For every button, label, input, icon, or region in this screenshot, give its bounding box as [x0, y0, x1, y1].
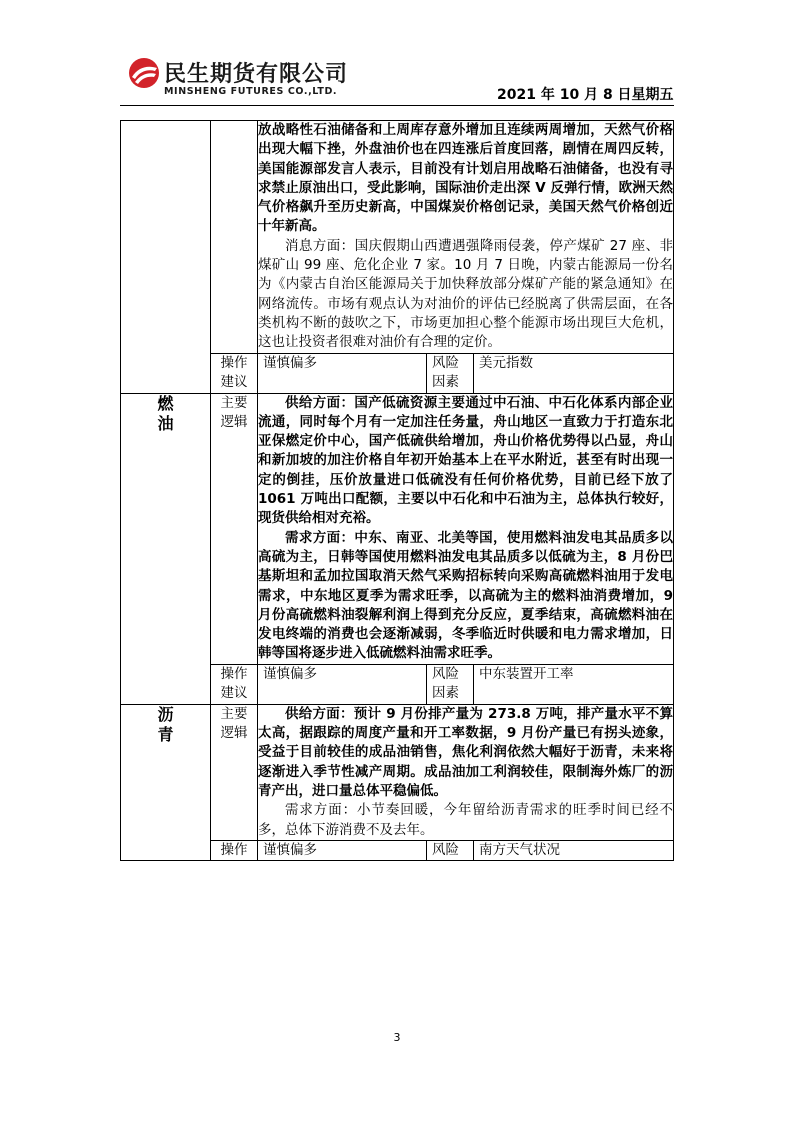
crude-risk-value: 美元指数 — [474, 354, 674, 393]
fuel-category-label: 燃油 — [157, 393, 174, 433]
asphalt-category — [121, 704, 211, 861]
fuel-logic-label — [211, 393, 258, 664]
crude-ops-table — [258, 354, 673, 393]
crude-category-cell — [121, 121, 211, 394]
fuel-risk-label: 风险因素 — [427, 665, 474, 704]
asphalt-risk-value: 南方天气状况 — [474, 841, 674, 861]
company-logo — [128, 57, 358, 101]
fuel-demand-paragraph: 需求方面：中东、南亚、北美等国，使用燃料油发电其品质多以高硫为主，日韩等国使用燃料油发电其品质多以低硫为主，8 月份巴基斯坦和孟加拉国取消天然气采购招标转向采购高硫燃料油用于发电需求，中东地区夏季为需求旺季，以高硫为主的燃料油消费增加，9 月份高硫燃料油裂解利润上得到充分反应，夏季结束，高硫燃料油在发电终端的消费也会逐渐减弱，冬季临近时供暖和电力需求增加，日韩等国将逐步进入低硫燃料油需求旺季。 — [258, 529, 673, 662]
crude-op-label: 操作建议 — [211, 353, 258, 393]
fuel-risk-value: 中东装置开工率 — [474, 665, 674, 704]
crude-op-value: 谨慎偏多 — [263, 354, 317, 371]
asphalt-supply-paragraph: 供给方面：预计 9 月份排产量为 273.8 万吨，排产量水平不算太高，据跟踪的周度产量和开工率数据，9 月份产量已有拐头迹象，受益于目前较佳的成品油销售，焦化利润依然大幅好于沥青，未来将逐渐进入季节性减产周期。成品油加工利润较佳，限制海外炼厂的沥青产出，进口量总体平稳偏低。 — [258, 705, 673, 799]
fuel-op-label — [211, 664, 258, 704]
asphalt-op-value: 谨慎偏多 — [263, 841, 317, 858]
crude-logic-label-cell — [211, 121, 258, 354]
fuel-category — [121, 393, 211, 704]
asphalt-logic-label — [211, 704, 258, 840]
minsheng-logo-icon — [128, 57, 160, 89]
asphalt-risk-label: 风险 — [427, 841, 474, 861]
company-name-cn: 民生期货有限公司 — [164, 62, 349, 87]
fuel-supply-paragraph: 供给方面：国产低硫资源主要通过中石油、中石化体系内部企业流通，同时每个月有一定加注任务量，舟山地区一直致力于打造东北亚保燃定价中心，国产低硫供给增加，舟山价格优势得以凸显，舟山和新加坡的加注价格自年初开始基本上在平水附近，甚至有时出现一定的倒挂，压价放量进口低硫没有任何价格优势，目前已经下放了 1061 万吨出口配额，主要以中石化和中石油为主，总体执行较好，现货供给相对充裕。 — [258, 394, 673, 527]
fuel-logic-label-text: 主要逻辑 — [220, 394, 248, 431]
asphalt-logic-cell — [258, 704, 674, 840]
asphalt-demand-paragraph: 需求方面：小节奏回暖，今年留给沥青需求的旺季时间已经不多，总体下游消费不及去年。 — [258, 802, 673, 838]
company-name-en: MINSHENG FUTURES CO.,LTD. — [164, 86, 338, 97]
asphalt-logic-label-text: 主要逻辑 — [220, 705, 248, 742]
page-number: 3 — [393, 1031, 401, 1044]
asphalt-category-label: 沥青 — [157, 704, 174, 744]
crude-news-paragraph: 消息方面：国庆假期山西遭遇强降雨侵袭，停产煤矿 27 座、非煤矿山 99 座、危化企业 7 家。10 月 7 日晚，内蒙古能源局一份名为《内蒙古自治区能源局关于加快释放部分煤矿产能的紧急通知》在网络流传。市场有观点认为对油价的评估已经脱离了供需层面，在各类机构不断的鼓吹之下，市场更加担心整个能源市场出现巨大危机，这也让投资者很难对油价有合理的定价。 — [258, 237, 673, 351]
crude-risk-label: 风险因素 — [427, 354, 474, 393]
fuel-op-value: 谨慎偏多 — [263, 665, 317, 682]
asphalt-logic-row — [121, 704, 674, 840]
asphalt-ops-table — [258, 841, 673, 861]
header-divider — [120, 105, 674, 106]
crude-logic-row — [121, 121, 674, 354]
commodity-table — [120, 120, 674, 861]
fuel-logic-row — [121, 393, 674, 664]
asphalt-op-label: 操作 — [211, 840, 258, 861]
fuel-ops-table — [258, 665, 673, 704]
fuel-logic-cell — [258, 393, 674, 664]
crude-logic-cell — [258, 121, 674, 354]
crude-logic-continued: 放战略性石油储备和上周库存意外增加且连续两周增加，天然气价格出现大幅下挫，外盘油价也在四连涨后首度回落，剧情在周四反转，美国能源部发言人表示，目前没有计划启用战略石油储备，也没有寻求禁止原油出口，受此影响，国际油价走出深 V 反弹行情，欧洲天然气价格飙升至历史新高，中国煤炭价格创记录，美国天然气价格创近十年新高。 — [258, 122, 673, 235]
report-date: 2021 年 10 月 8 日星期五 — [497, 87, 674, 103]
fuel-op-label-text: 操作建议 — [220, 665, 248, 702]
